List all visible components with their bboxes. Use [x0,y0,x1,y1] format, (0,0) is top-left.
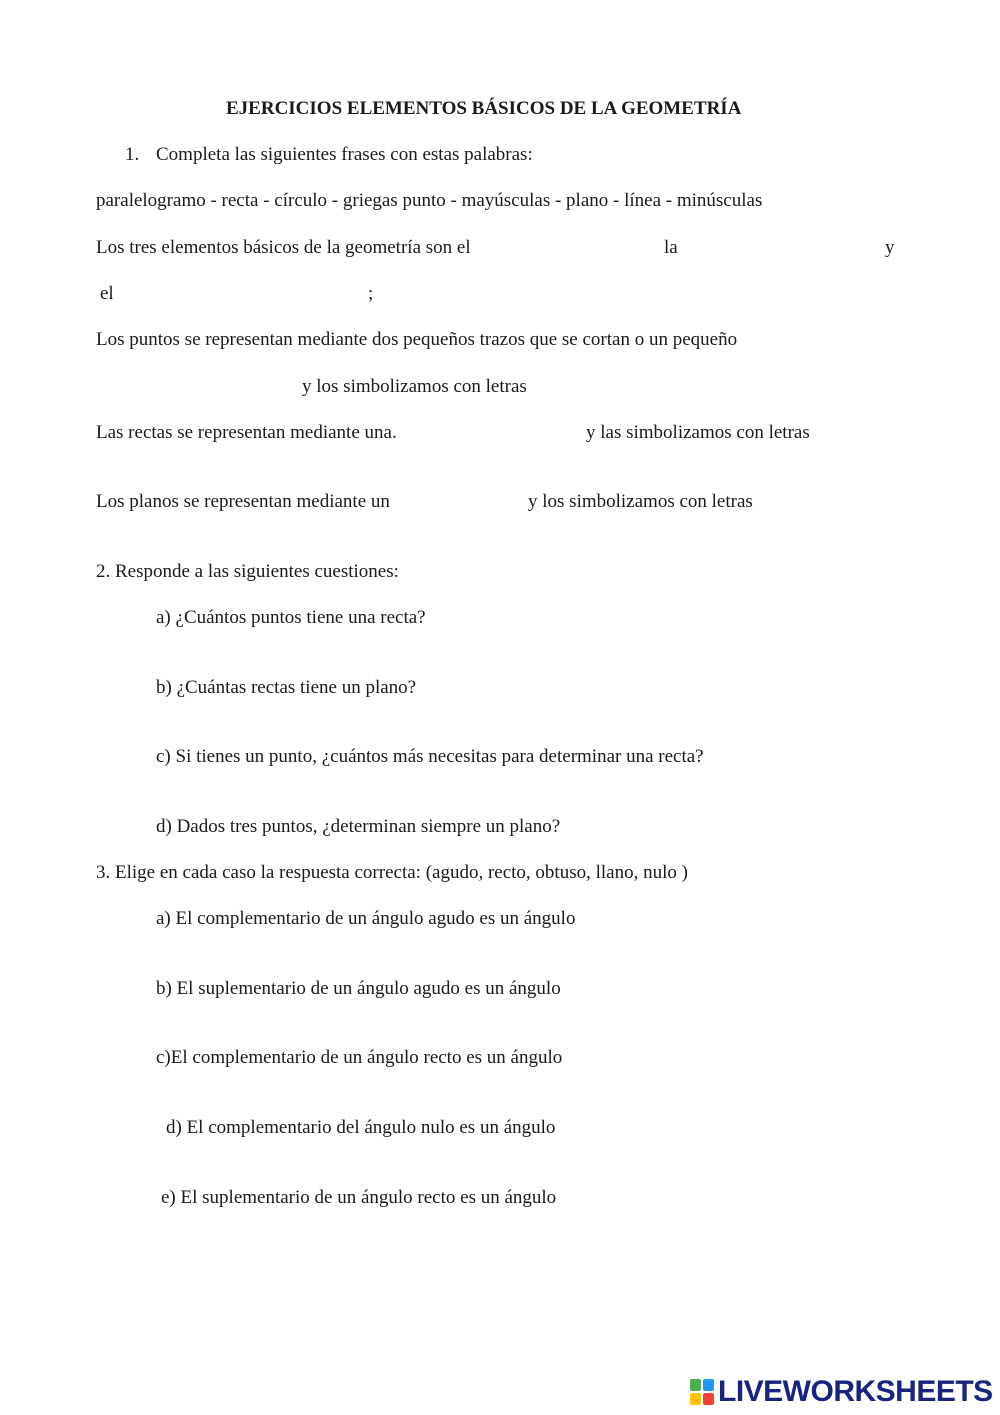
ex2-answer-b[interactable] [445,673,745,697]
answer-field-7[interactable] [830,418,930,442]
answer-field-5[interactable] [550,372,720,396]
ex2-answer-a[interactable] [455,603,755,627]
ex1-number: 1. [125,144,140,165]
ex1-sentence1-part-a: Los tres elementos básicos de la geometría son el [96,237,471,258]
ex1-instruction: Completa las siguientes frases con estas palabras: [156,144,533,165]
ex3-answer-b[interactable] [600,974,800,998]
ex1-sentence4-part-a: Los planos se representan mediante un [96,491,390,512]
ex3-answer-d[interactable] [595,1113,795,1137]
answer-field-8[interactable] [414,487,519,511]
answer-field-1[interactable] [500,233,650,257]
ex2-question-a: a) ¿Cuántos puntos tiene una recta? [156,607,426,628]
ex3-question-d: d) El complementario del ángulo nulo es un ángulo [166,1117,556,1138]
ex3-answer-a[interactable] [615,904,815,928]
answer-field-9[interactable] [775,487,930,511]
answer-field-3[interactable] [125,279,360,303]
ex2-question-b: b) ¿Cuántas rectas tiene un plano? [156,677,417,698]
brand-name: LIVEWORKSHEETS [718,1375,993,1408]
ex1-sentence1-part-c: y [885,237,895,258]
ex1-sentence3-part-b: y las simbolizamos con letras [586,422,810,443]
liveworksheets-icon [690,1379,714,1405]
ex2-question-c: c) Si tienes un punto, ¿cuántos más necesitas para determinar una recta? [156,746,704,767]
ex3-question-b: b) El suplementario de un ángulo agudo es un ángulo [156,978,561,999]
ex2-answer-d[interactable] [600,812,900,836]
ex1-sentence2-part-b: y los simbolizamos con letras [302,376,527,397]
ex2-answer-c[interactable] [750,742,930,766]
ex3-question-e: e) El suplementario de un ángulo recto es un ángulo [161,1187,557,1208]
answer-field-6[interactable] [420,418,575,442]
answer-field-2[interactable] [690,233,875,257]
ex1-word-bank: paralelogramo - recta - círculo - griegas punto - mayúsculas - plano - línea - minúsculas [96,190,763,211]
ex2-heading: 2. Responde a las siguientes cuestiones: [96,561,399,582]
ex1-sentence1-part-b: la [664,237,678,258]
ex1-sentence4-part-b: y los simbolizamos con letras [528,491,753,512]
ex1-sentence1-part-e: ; [368,283,374,304]
ex1-sentence2-part-a: Los puntos se representan mediante dos pequeños trazos que se cortan o un pequeño [96,329,738,350]
liveworksheets-logo [690,1376,993,1408]
answer-field-4[interactable] [96,372,291,396]
ex3-answer-c[interactable] [600,1043,800,1067]
ex1-sentence1-part-d: el [100,283,114,304]
ex3-heading: 3. Elige en cada caso la respuesta correcta: (agudo, recto, obtuso, llano, nulo ) [96,862,688,883]
ex3-answer-e[interactable] [595,1183,795,1207]
page-title: EJERCICIOS ELEMENTOS BÁSICOS DE LA GEOMETRÍA [226,98,742,119]
ex1-sentence3-part-a: Las rectas se representan mediante una. [96,422,397,443]
ex2-question-d: d) Dados tres puntos, ¿determinan siempre un plano? [156,816,561,837]
ex3-question-a: a) El complementario de un ángulo agudo es un ángulo [156,908,576,929]
ex3-question-c: c)El complementario de un ángulo recto es un ángulo [156,1047,563,1068]
